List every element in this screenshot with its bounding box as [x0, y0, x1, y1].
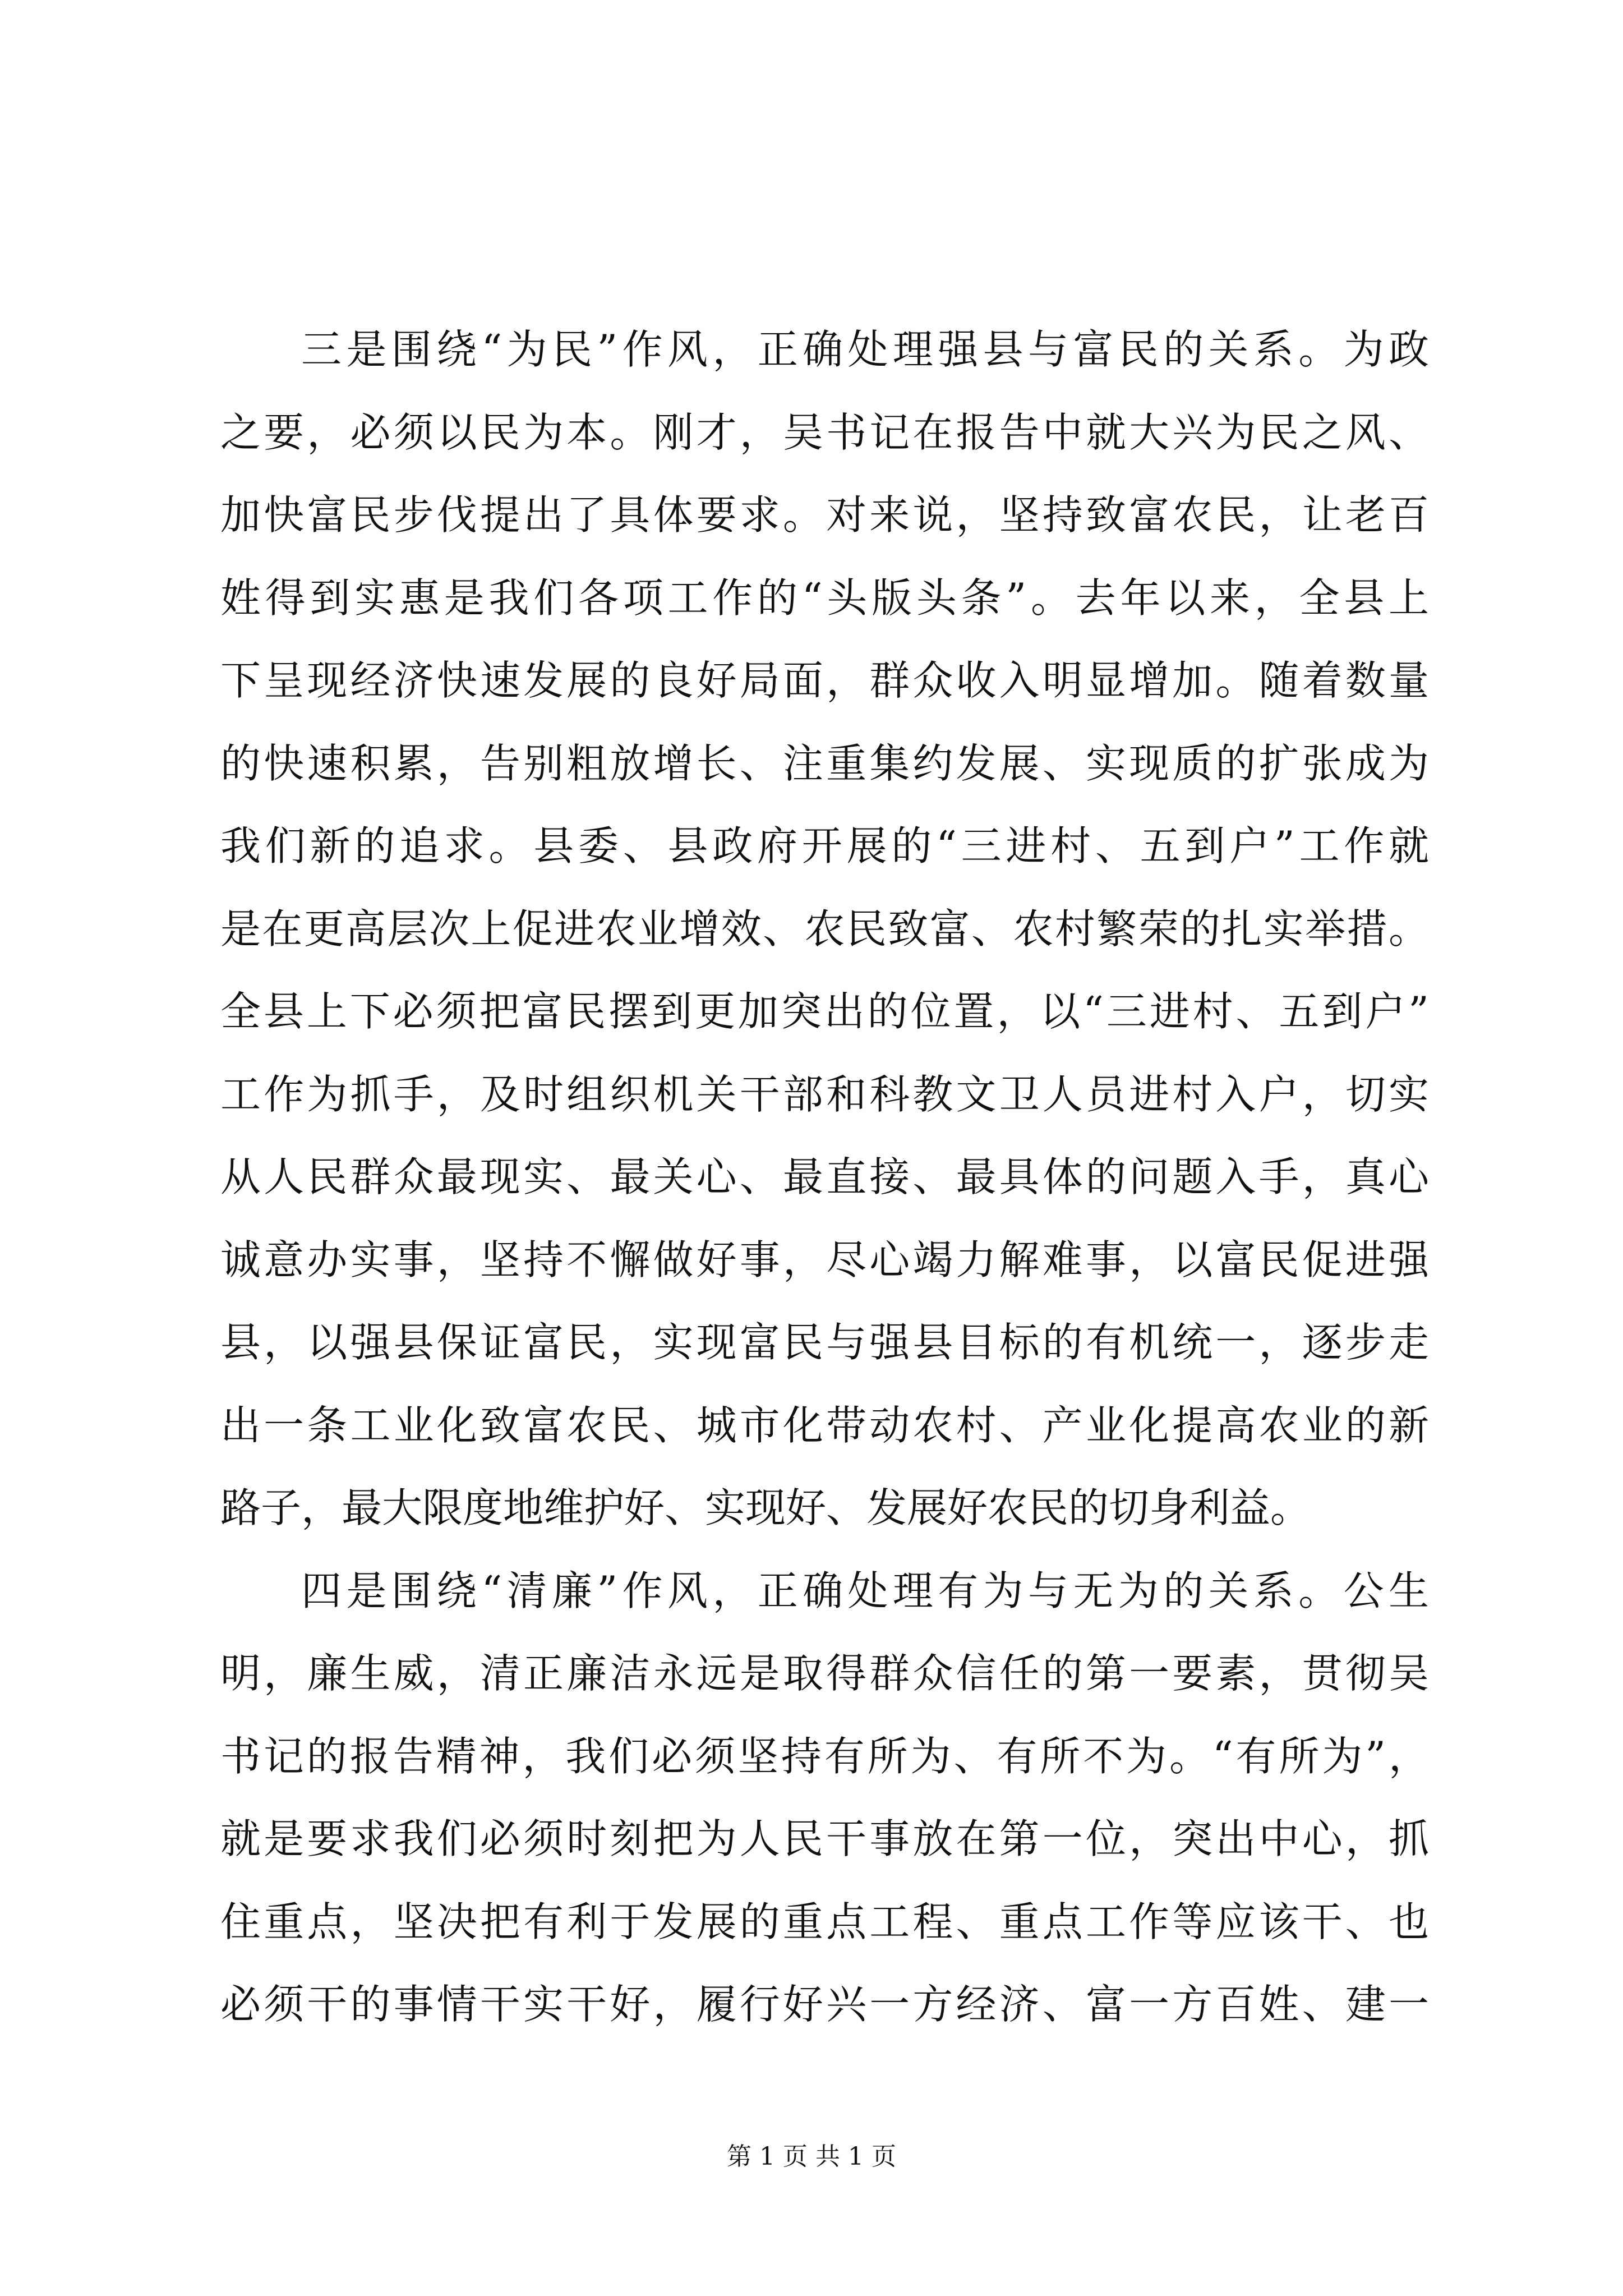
text-line: 明，廉生威，清正廉洁永远是取得群众信任的第一要素，贯彻吴 — [220, 1650, 1429, 1697]
document-body — [220, 309, 1429, 2046]
text-line: 全县上下必须把富民摆到更加突出的位置，以“三进村、五到户” — [220, 988, 1429, 1035]
text-line: 住重点，坚决把有利于发展的重点工程、重点工作等应该干、也 — [220, 1898, 1429, 1945]
text-line: 诚意办实事，坚持不懈做好事，尽心竭力解难事，以富民促进强 — [220, 1236, 1429, 1283]
text-line: 出一条工业化致富农民、城市化带动农村、产业化提高农业的新 — [220, 1401, 1429, 1449]
text-line: 我们新的追求。县委、县政府开展的“三进村、五到户”工作就 — [220, 822, 1429, 869]
text-line: 姓得到实惠是我们各项工作的“头版头条”。去年以来，全县上 — [220, 574, 1429, 622]
page-footer — [0, 2140, 1623, 2174]
text-line: 必须干的事情干实干好，履行好兴一方经济、富一方百姓、建一 — [220, 1981, 1429, 2028]
text-line: 书记的报告精神，我们必须坚持有所为、有所不为。“有所为”， — [220, 1732, 1429, 1780]
page-number-label: 第 1 页 共 1 页 — [727, 2142, 896, 2171]
text-line: 之要，必须以民为本。刚才，吴书记在报告中就大兴为民之风、 — [220, 408, 1429, 456]
paragraph-1 — [220, 309, 1429, 1550]
text-line: 路子，最大限度地维护好、实现好、发展好农民的切身利益。 — [220, 1484, 1311, 1531]
text-line: 从人民群众最现实、最关心、最直接、最具体的问题入手，真心 — [220, 1153, 1429, 1200]
text-line: 三是围绕“为民”作风，正确处理强县与富民的关系。为政 — [301, 326, 1429, 373]
text-line: 工作为抓手，及时组织机关干部和科教文卫人员进村入户，切实 — [220, 1070, 1429, 1118]
text-line: 的快速积累，告别粗放增长、注重集约发展、实现质的扩张成为 — [220, 739, 1429, 787]
text-line: 县，以强县保证富民，实现富民与强县目标的有机统一，逐步走 — [220, 1319, 1429, 1366]
text-line: 是在更高层次上促进农业增效、农民致富、农村繁荣的扎实举措。 — [220, 905, 1429, 953]
text-line: 加快富民步伐提出了具体要求。对来说，坚持致富农民，让老百 — [220, 491, 1429, 539]
paragraph-2 — [220, 1550, 1429, 2046]
text-line: 下呈现经济快速发展的良好局面，群众收入明显增加。随着数量 — [220, 657, 1429, 704]
text-line: 四是围绕“清廉”作风，正确处理有为与无为的关系。公生 — [301, 1567, 1429, 1614]
text-line: 就是要求我们必须时刻把为人民干事放在第一位，突出中心，抓 — [220, 1815, 1429, 1862]
